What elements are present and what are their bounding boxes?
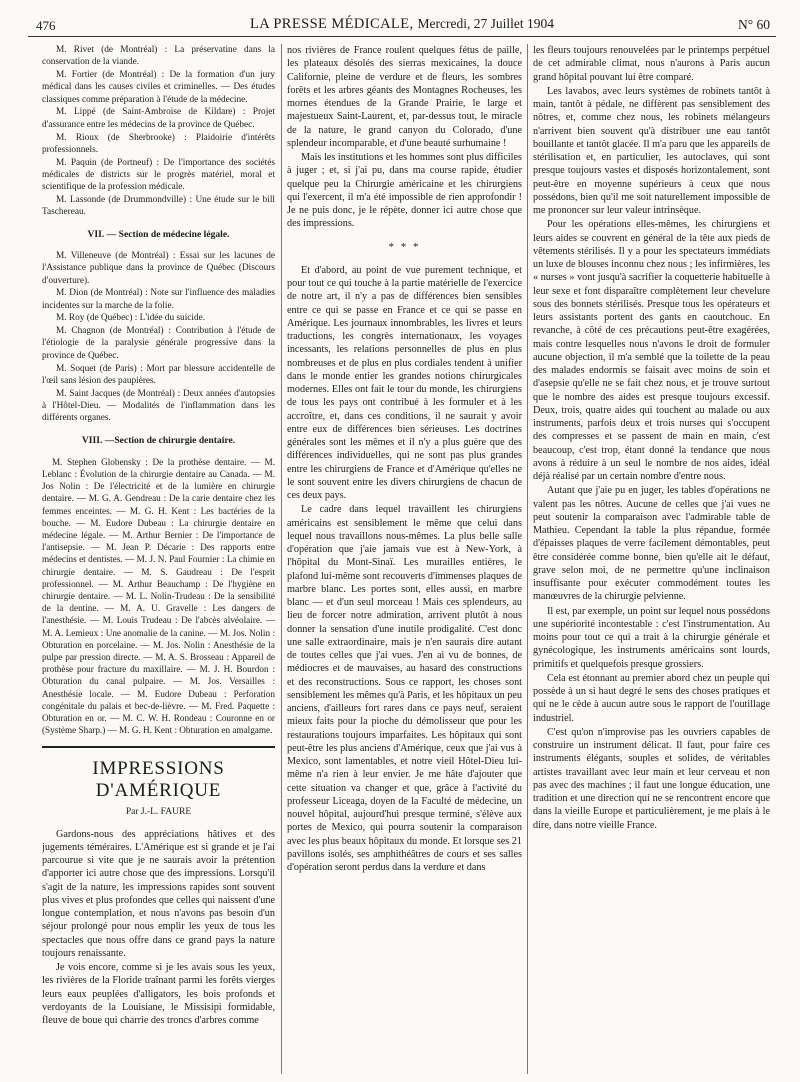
journal-title-line bbox=[28, 16, 776, 33]
paragraph: Cela est étonnant au premier abord chez un peuple qui possède à un si haut degré le sens des choses pratiques et qui ne le cède à aucun autre sous le rapport de l'outillage industriel. bbox=[533, 672, 770, 724]
paragraph: Le cadre dans lequel travaillent les chirurgiens américains est sensiblement le même que celui dans lequel nous travaillons nous-mêmes. La plus belle salle d'opération que j'aie jamais vue est à New-York, à l'hôpital du Mont-Sinaï. Les murailles entières, le plafond lui-même sont recouverts d'immenses plaques de marbre blanc. Les portes sont, elles aussi, en marbre blanc — et d'un seul morceau ! Mais ces splendeurs, au lieu de forcer notre admiration, arrivent plutôt à nous donner la sensation d'une inutile prodigalité. C'est donc une salle extraordinaire, mais je n'en saurais dire autant de toutes celles que j'ai vues. J'en ai vu de bonnes, de médiocres et de mauvaises, au hasard des constructions et des reconstructions. Sous ce rapport, les choses sont sensiblement les mêmes qu'à Paris, et les hôpitaux un peu anciens, d'ailleurs fort rares dans ce pays neuf, seraient mieux faits pour la pioche du démolisseur que pour les restaurations toujours imparfaites. Les hôpitaux qui sont peut-être les plus anciens d'Amérique, ceux que j'ai vus à Mexico, sont lamentables, et notre vieil Hôtel-Dieu lui-même n'a rien à leur envier. Je me hâte d'ajouter que cette situation va changer et que, grâce à l'activité du professeur Liceaga, doyen de la Faculté de médecine, un nouvel hôpital, aujourd'hui presque terminé, s'élève aux portes de Mexico, qui pourra soutenir la comparaison avec les plus beaux hôpitaux du monde. Et lorsque ses 21 pavillons isolés, ses amphithéâtres de cours et ses salles d'opération seront perdus dans la verdure et dans bbox=[287, 504, 522, 873]
column-3 bbox=[533, 44, 770, 1079]
column-2 bbox=[287, 44, 522, 1079]
paragraph: Gardons-nous des appréciations hâtives et des jugements téméraires. L'Amérique est si grande et je l'ai parcourue si vite que je ne saurais avoir la prétention d'apporter ici autre chose que des impressions. Lorsqu'il s'agit de la nature, les impressions rapides sont souvent plus vives et plus profondes que celles qui naissent d'une longue contemplation, et nous n'avons pas besoin d'un séjour prolongé pour nous emplir les yeux de tous les spectacles que nous offre dans ce grand pays la nature toujours renaissante. bbox=[42, 828, 275, 959]
list-item: M. Rivet (de Montréal) : La préservatine dans la conservation de la viande. bbox=[42, 45, 275, 68]
issue-date: Mercredi, 27 Juillet 1904 bbox=[417, 16, 554, 31]
paragraph: Mais les institutions et les hommes sont plus difficiles à juger ; et, si j'ai pu, dans ma course rapide, étudier quelque peu la Chirurgie américaine et les chirurgiens qui l'exercent, il m'a été impossible de rien approfondir ! Je ne puis donc, je le répète, donner ici autre chose que des impressions. bbox=[287, 152, 522, 230]
list-item: M. Saint Jacques (de Montréal) : Deux années d'autopsies à l'Hôtel-Dieu. — Modalités de l'inflammation dans les différents organes. bbox=[42, 388, 275, 424]
asterism-separator: * * * bbox=[388, 240, 421, 253]
paragraph: Il est, par exemple, un point sur lequel nous possédons une supériorité incontestable : c'est l'instrumentation. Au moins pour tout ce qui a trait à la chirurgie générale et gynécologique, les instruments américains sont lourds, primitifs et quelquefois presque grossiers. bbox=[533, 605, 770, 670]
journal-title: LA PRESSE MÉDICALE, bbox=[249, 16, 414, 32]
dental-papers-list: M. Stephen Globensky : De la prothèse dentaire. — M. Leblanc : Évolution de la chirurgie dentaire au Canada. — M. Jos Nolin : De l'électricité et de la lumière en chirurgie dentaire. — M. G. A. Gendreau : De la carie dentaire chez les femmes enceintes. — M. G. H. Kent : Les bactéries de la bouche. — M. Eudore Dubeau : La chirurgie dentaire en médecine légale. — M. Arthur Bernier : De l'importance de l'antisepsie. — M. Jean P. Décarie : Des rapports entre médecins et dentistes. — M. J. N. Paul Fournier : La chimie en chirurgie dentaire. — M. S. Gaudreau : De l'esprit professionnel. — M. Arthur Beauchamp : De l'hygiène en chirurgie dentaire. — M. L. Nolin-Trudeau : De la sensibilité de la dentine. — M. A. U. Gravelle : Les dangers de l'anesthésie. — M. Louis Trudeau : De l'abcès alvéolaire. — M. A. Lemieux : Une anomalie de la canine. — M. Jos. Nolin : Obturation en porcelaine. — M. Jos. Nolin : Anesthésie de la pulpe par pression directe. — M. A. S. Brosseau : Appareil de prothèse pour fracture du maxillaire. — M. J. H. Bourdon : Obturation du canal pulpaire. — M. Jos. Versailles : Anesthésie locale. — M. Eudore Dubeau : Perforation congénitale du palais et bec-de-lièvre. — M. Fred. Paquette : Obturation en or. — M. C. W. H. Rondeau : Couronne en or (Système Sharp.) — M. G. H. Kent : Obturation en amalgame. bbox=[42, 456, 275, 736]
list-item: M. Chagnon (de Montréal) : Contribution à l'étude de l'étiologie de la paralysie générale progressive dans la province de Québec. bbox=[42, 326, 275, 361]
paragraph: les fleurs toujours renouvelées par le printemps perpétuel de cet admirable climat, nous n'aurons à Paris aucun grand hôpital pouvant lui être comparé. bbox=[533, 45, 770, 83]
list-item: M. Rioux (de Sherbrooke) : Plaidoirie d'intérêts professionnels. bbox=[42, 132, 275, 155]
issue-number: N° 60 bbox=[737, 17, 770, 32]
paragraph: Pour les opérations elles-mêmes, les chirurgiens et leurs aides se couvrent en général de la tête aux pieds de vêtements stérilisés. Il y a pour les spectateurs immédiats un luxe de blouses inconnu chez nous ; les infirmières, les « nurses » vont jusqu'à sacrifier la coquetterie habituelle à leur sexe et font disparaître complètement leur chevelure sous des bonnets stérilisés. Presque tous les opérateurs et leurs assistants portent des gants en caoutchouc. En revanche, à côté de ces précautions peut-être exagérées, mais contre lesquelles nous n'avons le droit de formuler aucune objection, il m'a semblé que la toilette de la peau des malades endormis se faisait avec moins de soin et d'asepsie qu'elle ne se fait chez nous, et je trouve surtout que le nombre des aides est presque toujours excessif. Deux, trois, quatre aides qui touchent au malade ou aux instruments, parfois deux et trois nurses qui s'occupent des compresses et se passent de main en main, c'est beaucoup, c'est trop, étant donné la tendance que nous avons à réduire à un seul le nombre de nos aides, idéal déjà réalisé par un certain nombre d'entre nous. bbox=[533, 219, 770, 482]
list-item: M. Dion (de Montréal) : Note sur l'influence des maladies incidentes sur la marche de la folie. bbox=[42, 288, 275, 311]
list-item: M. Roy (de Québec) : L'idée du suicide. bbox=[56, 313, 206, 324]
list-item: M. Paquin (de Portneuf) : De l'importance des sociétés médicales de districts sur le progrès matériel, moral et scientifique de la profession médicale. bbox=[42, 157, 275, 193]
paragraph: Autant que j'aie pu en juger, les tables d'opérations ne valent pas les nôtres. Aucune de celles que j'ai vues ne peut soutenir la comparaison avec l'admirable table de Mathieu. Cependant la table la plus répandue, formée d'épaisses plaques de verre facilement démontables, peut être considérée comme bonne, bien qu'elle ait le défaut, grave selon moi, de ne permettre qu'une inclinaison insuffisante pour exécuter commodément toutes les manœuvres de la chirurgie pelvienne. bbox=[533, 485, 770, 603]
article-title: IMPRESSIONS D'AMÉRIQUE bbox=[92, 758, 225, 802]
column-1 bbox=[42, 44, 275, 1079]
section-heading: VIII. —Section de chirurgie dentaire. bbox=[81, 434, 236, 446]
page-header bbox=[28, 12, 776, 36]
list-item: M. Villeneuve (de Montréal) : Essai sur les lacunes de l'Assistance publique dans la province de Québec (Discours d'ouverture). bbox=[42, 250, 275, 286]
list-item: M. Lassonde (de Drummondville) : Une étude sur le bill Taschereau. bbox=[42, 195, 275, 218]
paragraph: nos rivières de France roulent quelques fétus de paille, les plateaux désolés des sierras mexicaines, la douce Californie, pleine de verdure et de fleurs, les sombres forêts et les arbres géants des Montagnes Rocheuses, les mornes étendues de la Grande Prairie, le large et majestueux Saint-Laurent, et, par-dessus tout, le miracle de la nature, le grand canyon du Colorado, d'une splendeur incomparable, et d'une beauté surhumaine ! bbox=[287, 45, 522, 149]
page-number: 476 bbox=[36, 18, 56, 33]
header-rule bbox=[28, 36, 776, 37]
paragraph: Et d'abord, au point de vue purement technique, et pour tout ce qui touche à la partie matérielle de l'exercice de notre art, il n'y a pas de différences bien sensibles entre ce qui se passe en France et ce qui se passe en Amérique. Les journaux innombrables, les livres et leurs traductions, les congrès internationaux, les voyages incessants, les relations personnelles de plus en plus nombreuses et de plus en plus cordiales tendent à unifier dans le monde entier les grandes notions chirurgicales modernes. Elles ont fait le tour du monde, les chirurgiens de tous les pays ont contribué à les formuler et à les accroître, et, dans ces conditions, il ne saurait y avoir entre eux de différences bien sérieuses. Les doctrines générales sont les mêmes et il n'y a plus guère que des différences individuelles, qui ne sont pas plus grandes entre les chirurgiens de France et d'Amérique qu'elles ne le sont souvent entre les divers chirurgiens de chacun de ces deux pays. bbox=[287, 264, 522, 501]
list-item: M. Fortier (de Montréal) : De la formation d'un jury médical dans les causes civiles et criminelles. — Des études classiques comme préparation à l'étude de la médecine. bbox=[42, 70, 275, 105]
article-separator bbox=[42, 746, 275, 748]
article-byline: Par J.-L. FAURE bbox=[125, 807, 192, 818]
list-item: M. Soquet (de Paris) : Mort par blessure accidentelle de l'œil sans lésion des paupières. bbox=[42, 363, 275, 386]
section-heading: VII. — Section de médecine légale. bbox=[87, 228, 230, 240]
dental-papers-block bbox=[42, 456, 275, 737]
column-divider bbox=[527, 44, 528, 1074]
column-divider bbox=[281, 44, 282, 1074]
paragraph: C'est qu'on n'improvise pas les ouvriers capables de construire un instrument délicat. Il faut, pour faire ces instruments élégants, souples et solides, de véritables artistes travaillant avec leur main et leur cerveau et non pas avec des machines ; il faut une longue éducation, une tradition et une direction qui ne se rencontrent encore que dans la vieille Europe et particulièrement, je me plais à le dire, dans notre vieille France. bbox=[533, 726, 770, 831]
list-item: M. Lippé (de Saint-Ambroise de Kildare) : Projet d'assurance entre les médecins de la province de Québec. bbox=[42, 107, 275, 130]
paragraph: Les lavabos, avec leurs systèmes de robinets tantôt à main, tantôt à pédale, ne diffèrent pas sensiblement des nôtres, et, comme chez nous, les robinets mélangeurs n'arrivent bien souvent qu'à distribuer une eau tantôt bouillante et tantôt glacée. Il m'a paru que les appareils de stérilisation et, en particulier, les autoclaves, qui sont presque toujours vastes et disposés horizontalement, sont peut-être en moyenne supérieurs à ceux que nous possédons, bien qu'il me soit naturellement impossible de me prononcer sur leur valeur intrinsèque. bbox=[533, 85, 770, 216]
paragraph: Je vois encore, comme si je les avais sous les yeux, les rivières de la Floride traînant parmi les forêts vierges leurs eaux peuplées d'alligators, les bois profonds et verdoyants de la Louisiane, le Missisipi formidable, fleuve de boue qui charrie des troncs d'arbres comme bbox=[42, 962, 275, 1027]
